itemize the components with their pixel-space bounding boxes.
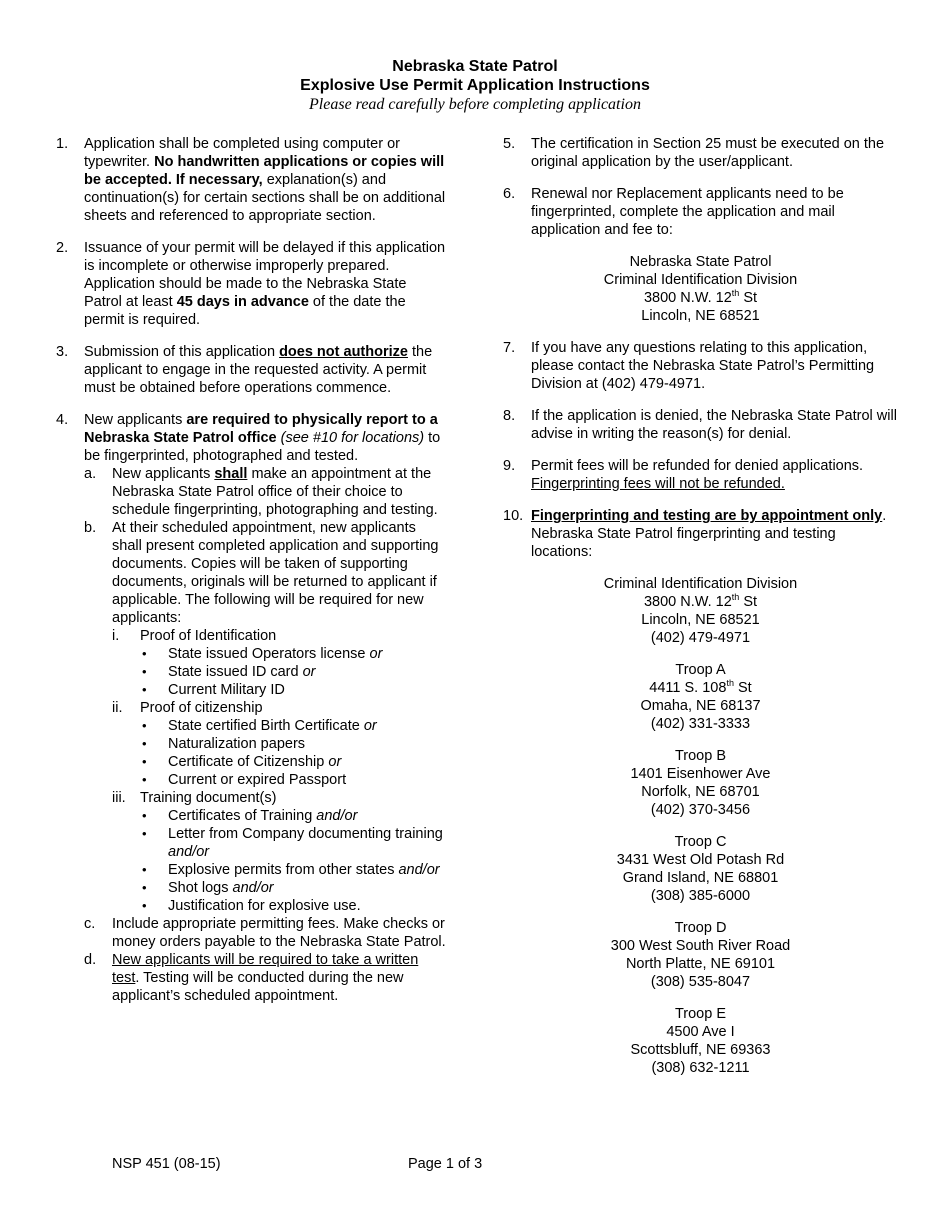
item-text-bold: are required to physically report to a Nebraska State Patrol office [84,412,438,446]
sub-item-label: d. [84,952,97,968]
sub-item-text: . Testing will be conducted during the new applicant’s scheduled appointment. [112,970,404,1004]
address-line [503,289,898,307]
item-text: of the date the permit is required. [84,294,406,328]
bullet-text-italic: or [369,646,383,662]
requirement-title: Proof of citizenship [140,700,263,716]
location-cid [503,575,898,647]
address-text: 3800 N.W. 12 [643,594,732,610]
item-text-bold: 45 days in advance [176,294,309,310]
location-city: Lincoln, NE 68521 [641,612,760,628]
item-text-underline: Fingerprinting fees will not be refunded. [531,476,785,492]
bullet-text: State issued ID card [168,664,299,680]
bullet-text-italic: and/or [168,844,210,860]
address-line: Lincoln, NE 68521 [641,308,760,324]
document-subtitle: Please read carefully before completing application [309,96,641,113]
location-city: Norfolk, NE 68701 [641,784,760,800]
sub-item-label: c. [84,916,96,932]
bullet-item [140,771,448,789]
location-city: Omaha, NE 68137 [640,698,761,714]
item-number: 2. [56,240,69,256]
item-text-bold-underline: Fingerprinting and testing are by appointment only [531,508,883,524]
sub-item-label: a. [84,466,97,482]
item-number: 4. [56,412,69,428]
requirement-title: Proof of Identification [140,628,277,644]
bullet-item [140,897,448,915]
location-street: 300 West South River Road [610,938,791,954]
bullet-item [140,879,448,897]
bullet-text-italic: and/or [316,808,358,824]
bullet-item [140,681,448,699]
bullet-text: Justification for explosive use. [168,898,361,914]
bullet-item [140,663,448,681]
location-phone: (402) 331-3333 [650,716,751,732]
address-text: St [739,290,758,306]
item-number: 10. [503,508,524,524]
agency-title: Nebraska State Patrol [392,58,558,75]
item-text-italic: (see #10 for locations) [280,430,425,446]
requirement-label: i. [112,628,120,644]
location-city: Grand Island, NE 68801 [622,870,779,886]
instruction-item-4 [56,411,448,1005]
item-text: The certification in Section 25 must be executed on the original application by the user/applicant. [531,136,885,170]
instruction-item-5 [503,135,898,171]
requirement-citizenship [112,699,448,789]
requirement-identification [112,627,448,699]
item-text: explanation(s) and continuation(s) for certain sections shall be on additional sheets and referenced to appropriate section. [84,172,446,224]
bullet-item [140,717,448,735]
bullet-item [140,807,448,825]
address-line: Criminal Identification Division [603,272,798,288]
location-phone: (402) 370-3456 [650,802,751,818]
instruction-item-1 [56,135,448,225]
item-number: 1. [56,136,69,152]
instruction-item-2 [56,239,448,329]
item-number: 3. [56,344,69,360]
bullet-text: Explosive permits from other states [168,862,395,878]
instruction-item-9 [503,457,898,493]
sub-item-d [84,951,448,1005]
bullet-text: Certificate of Citizenship [168,754,325,770]
bullet-text-italic: and/or [398,862,440,878]
mailing-address [503,253,898,325]
item-text: to be fingerprinted, photographed and tested. [84,430,441,464]
location-phone: (308) 632-1211 [651,1060,750,1076]
location-troop-d [503,919,898,991]
bullet-text-italic: or [363,718,377,734]
sub-item-b [84,519,448,915]
left-column [56,135,448,1019]
address-superscript: th [731,288,740,299]
bullet-text: Letter from Company documenting training [168,826,443,842]
item-text: If you have any questions relating to this application, please contact the Nebraska State Patrol’s Permitting Division at (402) 479-4971. [531,340,875,392]
item-text: New applicants [84,412,183,428]
bullet-item [140,753,448,771]
item-text: . Nebraska State Patrol fingerprinting and testing locations: [531,508,887,560]
requirement-title: Training document(s) [140,790,277,806]
location-street [503,679,898,697]
address-text: 4411 S. 108 [649,680,727,696]
item-number: 5. [503,136,516,152]
location-street: 1401 Eisenhower Ave [630,766,771,782]
requirement-training [112,789,448,915]
location-city: North Platte, NE 69101 [625,956,776,972]
bullet-item [140,735,448,753]
sub-item-text: At their scheduled appointment, new applicants shall present completed application and supporting documents. Copies will be taken of supporting documents, originals will be returned to applicant if applicable. The following will be required for new applicants: [112,520,439,626]
document-header [0,57,950,115]
location-name: Troop B [674,748,727,764]
item-number: 7. [503,340,516,356]
location-phone: (308) 385-6000 [650,888,751,904]
address-line: Nebraska State Patrol [629,254,772,270]
requirement-label: ii. [112,700,123,716]
item-text: If the application is denied, the Nebraska State Patrol will advise in writing the reason(s) for denial. [531,408,897,442]
instruction-item-3 [56,343,448,397]
address-text: St [739,594,758,610]
bullet-text: State certified Birth Certificate [168,718,360,734]
location-street [503,593,898,611]
address-superscript: th [726,678,734,689]
instruction-item-6 [503,185,898,239]
bullet-item [140,825,448,861]
location-troop-e [503,1005,898,1077]
location-name: Criminal Identification Division [603,576,798,592]
location-name: Troop C [674,834,727,850]
sub-item-text: make an appointment at the Nebraska State Patrol office of their choice to schedule fingerprinting, photographing and testing. [112,466,438,518]
location-name: Troop D [674,920,727,936]
location-name: Troop E [674,1006,727,1022]
sub-item-text: Include appropriate permitting fees. Make checks or money orders payable to the Nebraska State Patrol. [112,916,446,950]
sub-item-a [84,465,448,519]
bullet-item [140,861,448,879]
location-troop-b [503,747,898,819]
address-text: St [733,680,752,696]
bullet-text: Current Military ID [168,682,285,698]
bullet-text-italic: or [302,664,316,680]
item-text-bold: No handwritten applications or copies will be accepted. If necessary, [84,154,445,188]
bullet-text: State issued Operators license [168,646,366,662]
item-number: 9. [503,458,516,474]
item-text: Permit fees will be refunded for denied applications. [531,458,864,474]
item-text-bold-underline: does not authorize [279,344,408,360]
sub-item-text-bold: shall [214,466,248,482]
item-number: 6. [503,186,516,202]
address-text: 3800 N.W. 12 [643,290,732,306]
bullet-item [140,645,448,663]
item-text: Issuance of your permit will be delayed if this application is incomplete or otherwise improperly prepared. Application should be made to the Nebraska State Patrol at least [84,240,446,310]
instruction-item-8 [503,407,898,443]
instruction-item-10 [503,507,898,561]
location-phone: (402) 479-4971 [650,630,751,646]
bullet-text: Naturalization papers [168,736,306,752]
bullet-text: Current or expired Passport [168,772,347,788]
location-name: Troop A [675,662,726,678]
form-number: NSP 451 (08-15) [112,1156,221,1172]
item-text: Renewal nor Replacement applicants need to be fingerprinted, complete the application and mail application and fee to: [531,186,844,238]
sub-item-label: b. [84,520,97,536]
instruction-item-7 [503,339,898,393]
page-number: Page 1 of 3 [408,1156,483,1172]
right-column [503,135,898,1091]
bullet-text: Certificates of Training [168,808,313,824]
requirement-label: iii. [112,790,126,806]
sub-item-c [84,915,448,951]
location-street: 3431 West Old Potash Rd [616,852,785,868]
document-title: Explosive Use Permit Application Instructions [300,77,650,94]
location-city: Scottsbluff, NE 69363 [630,1042,771,1058]
location-street: 4500 Ave I [666,1024,735,1040]
bullet-text-italic: or [328,754,342,770]
bullet-text: Shot logs [168,880,229,896]
address-superscript: th [731,592,740,603]
item-number: 8. [503,408,516,424]
item-text: Application shall be completed using computer or typewriter. [84,136,400,170]
item-text: the applicant to engage in the requested activity. A permit must be obtained before operations commence. [84,344,433,396]
sub-item-text-underline: New applicants will be required to take a written test [112,952,419,986]
item-text: Submission of this application [84,344,276,360]
location-troop-a [503,661,898,733]
sub-item-text: New applicants [112,466,211,482]
location-troop-c [503,833,898,905]
bullet-text-italic: and/or [232,880,274,896]
location-phone: (308) 535-8047 [650,974,751,990]
